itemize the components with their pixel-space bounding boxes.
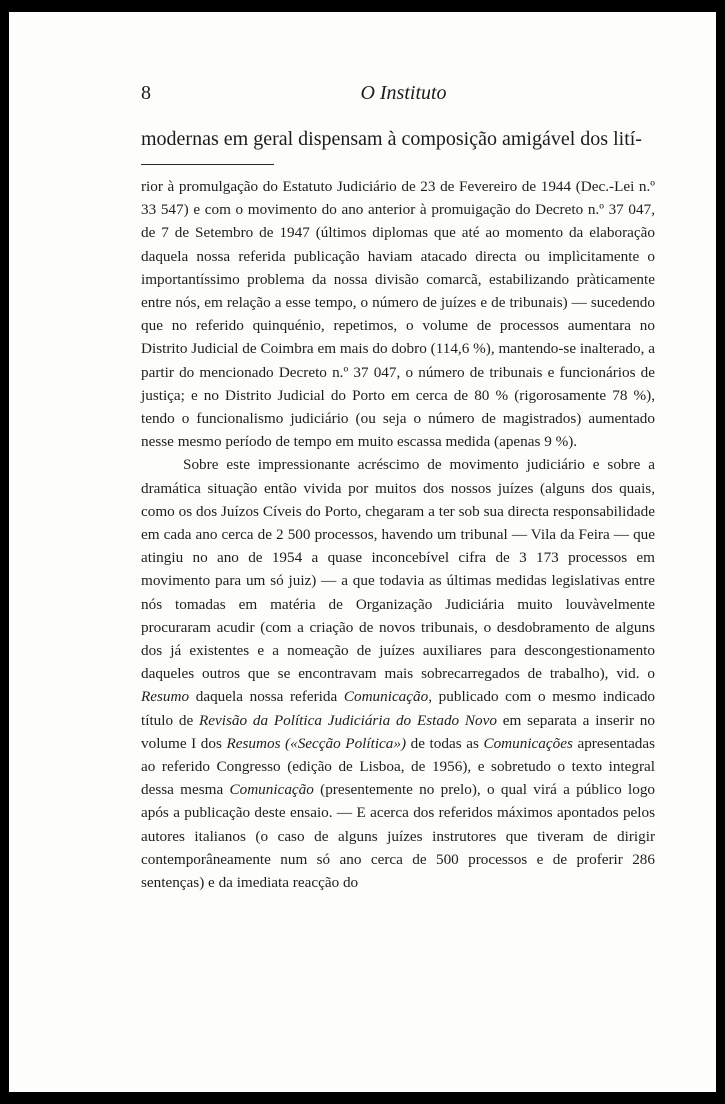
fn-text: daquela nossa referida: [195, 688, 338, 706]
fn-italic-comunicacoes: Comunicações: [483, 734, 573, 752]
fn-text: Sobre este impressionante acréscimo de movimento judiciário e sobre a dramática situação então vivida por muitos dos nossos juízes (alguns dos quais, como os dos Juízos Cíveis do Porto, chegaram a ter sob sua directa responsabilidade em cada ano cerca de 2 500 processos, havendo um tribunal — Vila da Feira — que atingiu no ano de 1954 a quase inconcebível cifra de 3 173 processos em movimento para um só juiz) — a que todavia as últimas medidas legislativas entre nós tomadas em matéria de Organização Judiciária muito louvàvelmente procuraram acudir (com a criação de novos tribunais, o desdobramento de alguns dos já existentes e a nomeação de juízes auxiliares para descongestionamento daqueles outros que se encontravam mais sobrecarregados de trabalho), vid. o: [141, 456, 655, 683]
book-page: [9, 12, 716, 1092]
fn-italic-resumo: Resumo: [141, 688, 190, 706]
fn-text: publicado com o mesmo indicado título de: [141, 688, 656, 729]
fn-italic-revisao-title: Revisão da Política Judiciária do Estado Novo: [199, 711, 497, 729]
fn-text: de todas as: [410, 734, 479, 752]
fn-text: (presentemente no prelo), o qual virá a público logo após a publicação deste ensaio. — E acerca dos referidos máximos apontados pelos autores italianos (o caso de alguns juízes instrutores que tiveram de dirigir contemporâneamente num só ano cerca de 500 processos e de proferir 286 sentenças) e da imediata reacção do: [141, 781, 656, 892]
page-header: [141, 82, 666, 112]
page-number: 8: [141, 82, 151, 104]
fn-text: apresentadas ao referido Congresso (edição de Lisboa, de 1956), e sobretudo o texto integral dessa mesma: [141, 734, 656, 799]
fn-italic-comunicacao-2: Comunicação: [229, 781, 314, 799]
running-title: O Instituto: [360, 82, 447, 104]
footnote-separator: [141, 164, 274, 165]
footnote-paragraph-2: [141, 453, 655, 894]
footnote: [141, 175, 655, 894]
fn-text: em separata a inserir no volume I dos: [141, 711, 655, 752]
fn-italic-comunicacao: Comunicação,: [343, 688, 433, 706]
footnote-paragraph-1: rior à promulgação do Estatuto Judiciário de 23 de Fevereiro de 1944 (Dec.-Lei n.º 33 547) e com o movimento do ano anterior à promuigação do Decreto n.º 37 047, de 7 de Setembro de 1947 (últimos diplomas que até ao momento da elaboração daquela nossa referida publicação haviam atacado directa ou implìcitamente o importantíssimo problema da nossa divisão comarcã, estabilizando pràticamente entre nós, em relação a esse tempo, o número de juízes e de tribunais) — sucedendo que no referido quinquénio, repetimos, o volume de processos aumentara no Distrito Judicial de Coimbra em mais do dobro (114,6 %), mantendo-se inalterado, a partir do mencionado Decreto n.º 37 047, o número de tribunais e funcionários de justiça; e no Distrito Judicial do Porto em cerca de 80 % (rigorosamente 78 %), tendo o funcionalismo judiciário (ou seja o número de magistrados) aumentado nesse mesmo período de tempo em muito escassa medida (apenas 9 %).: [141, 178, 655, 451]
fn-italic-resumos: Resumos («Secção Política»): [226, 734, 407, 752]
body-text-line: modernas em geral dispensam à composição amigável dos lití-: [141, 128, 642, 150]
